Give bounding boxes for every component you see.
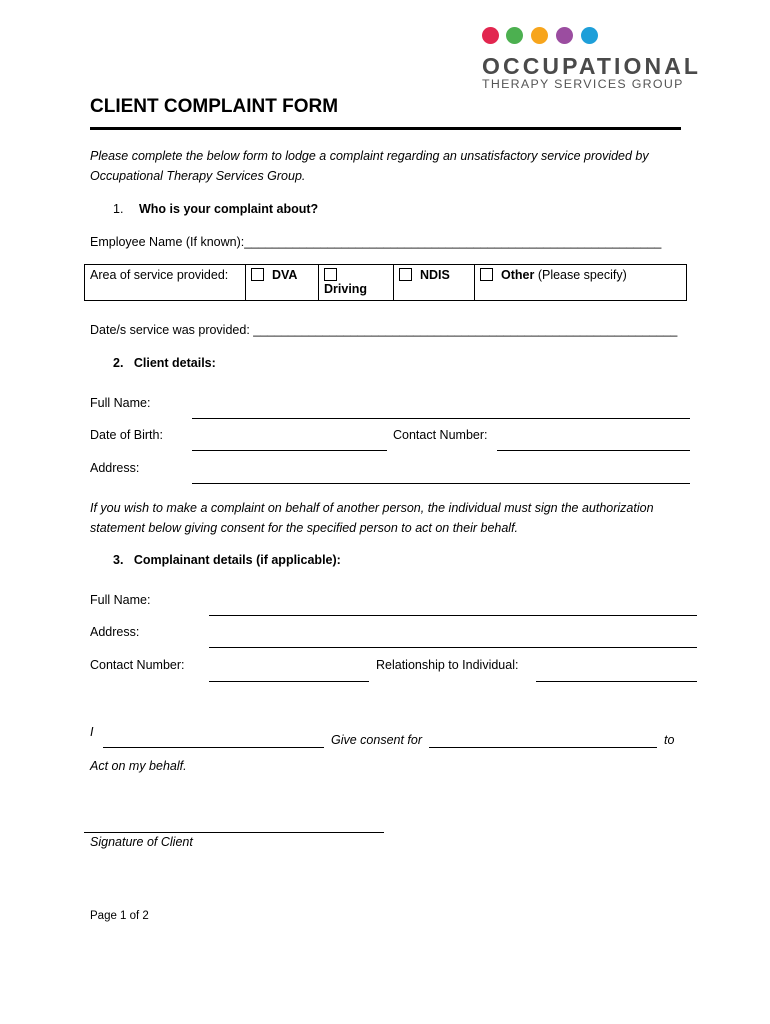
complainant-full-name-label: Full Name: [90, 593, 151, 607]
consent-i: I [90, 725, 94, 739]
ndis-label: NDIS [420, 268, 450, 282]
dva-checkbox[interactable] [251, 268, 264, 281]
section-3-heading: 3. Complainant details (if applicable): [113, 553, 341, 567]
intro-line-1: Please complete the below form to lodge a complaint regarding an unsatisfactory service provided by [90, 149, 649, 163]
client-address-label: Address: [90, 461, 140, 475]
complainant-full-name-field[interactable] [209, 615, 697, 616]
other-checkbox[interactable] [480, 268, 493, 281]
logo-dot-blue [581, 27, 598, 44]
logo-dot-orange [531, 27, 548, 44]
consent-person-name-field[interactable] [429, 747, 657, 748]
behalf-note-line-1: If you wish to make a complaint on behalf of another person, the individual must sign the authorization [90, 501, 654, 515]
client-dob-field[interactable] [192, 450, 387, 451]
client-dob-label: Date of Birth: [90, 428, 163, 442]
consent-act-text: Act on my behalf. [90, 759, 187, 773]
employee-name-row [90, 235, 661, 249]
employee-name-field[interactable]: ____________________________________________________________ [244, 235, 662, 249]
driving-checkbox[interactable] [324, 268, 337, 281]
service-area-table [84, 264, 687, 301]
complainant-relationship-field[interactable] [536, 681, 697, 682]
consent-give-text: Give consent for [331, 733, 423, 747]
logo-dot-red [482, 27, 499, 44]
client-full-name-label: Full Name: [90, 396, 151, 410]
complainant-contact-field[interactable] [209, 681, 369, 682]
client-full-name-field[interactable] [192, 418, 690, 419]
service-dates-field[interactable]: _____________________________________________________________ [253, 323, 678, 337]
complainant-contact-label: Contact Number: [90, 658, 185, 672]
consent-to-text: to [664, 733, 675, 747]
service-dates-row [90, 323, 677, 337]
driving-label: Driving [324, 282, 368, 296]
title-rule [90, 127, 681, 130]
section-1-heading: Who is your complaint about? [139, 202, 319, 216]
other-label: Other [501, 268, 535, 282]
complainant-address-label: Address: [90, 625, 140, 639]
service-area-label: Area of service provided: [85, 265, 246, 301]
behalf-note-line-2: statement below giving consent for the specified person to act on their behalf. [90, 521, 519, 535]
section-2-heading: 2. Client details: [113, 356, 216, 370]
logo-dot-green [506, 27, 523, 44]
client-address-field[interactable] [192, 483, 690, 484]
logo-dot-purple [556, 27, 573, 44]
employee-name-label: Employee Name (If known): [90, 235, 245, 249]
client-contact-field[interactable] [497, 450, 690, 451]
option-dva[interactable] [246, 265, 319, 301]
logo-text-main: OCCUPATIONAL [482, 53, 702, 79]
page-title: CLIENT COMPLAINT FORM [90, 96, 339, 117]
option-ndis[interactable] [394, 265, 475, 301]
logo-text-sub: THERAPY SERVICES GROUP [482, 77, 684, 91]
page-number: Page 1 of 2 [90, 910, 149, 922]
client-contact-label: Contact Number: [393, 428, 488, 442]
complainant-address-field[interactable] [209, 647, 697, 648]
option-other[interactable] [475, 265, 687, 301]
service-dates-label: Date/s service was provided: [90, 323, 250, 337]
ndis-checkbox[interactable] [399, 268, 412, 281]
consent-client-name-field[interactable] [103, 747, 324, 748]
other-note: (Please specify) [537, 268, 627, 282]
section-1-number: 1. [113, 202, 124, 216]
complainant-relationship-label: Relationship to Individual: [376, 658, 519, 672]
client-signature-field[interactable] [84, 832, 384, 833]
dva-label: DVA [272, 268, 298, 282]
option-driving[interactable] [319, 265, 394, 301]
client-signature-label: Signature of Client [90, 835, 193, 849]
intro-line-2: Occupational Therapy Services Group. [90, 169, 306, 183]
